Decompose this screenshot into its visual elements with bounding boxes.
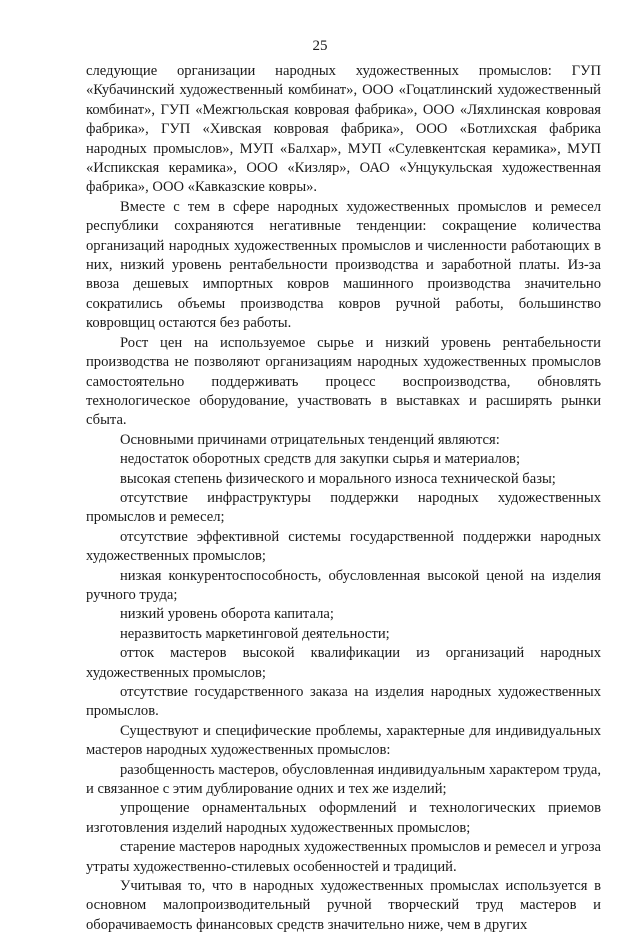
paragraph-negative-trends: Вместе с тем в сфере народных художественных промыслов и ремесел республики сохраняются негативные тенденции: сокращение количества организаций народных художественных промыслов и численности работающих в них, низкий уровень рентабельности производства и заработной платы. Из-за ввоза дешевых импортных ковров машинного производства значительно сократились объемы производства ковров ручной работы, большинство ковровщиц остаются без работы. — [86, 198, 601, 332]
list-item-problem: разобщенность мастеров, обусловленная индивидуальным характером труда, и связанное с этим дублирование одних и тех же изделий; — [86, 761, 601, 798]
paragraph-considering: Учитывая то, что в народных художественных промыслах используется в основном малопроизводительный ручной творческий труд мастеров и оборачиваемость финансовых средств значительно ниже, чем в других — [86, 878, 601, 933]
list-item-cause: отсутствие эффективной системы государственной поддержки народных художественных промыслов; — [86, 528, 601, 565]
list-item-problem: старение мастеров народных художественных промыслов и ремесел и угроза утраты художественно-стилевых особенностей и традиций. — [86, 839, 601, 875]
list-item-cause: низкий уровень оборота капитала; — [120, 606, 334, 623]
page-number: 25 — [312, 38, 328, 54]
paragraph-price-growth: Рост цен на используемое сырье и низкий уровень рентабельности производства не позволяют организациям народных художественных промыслов самостоятельно поддерживать процесс воспроизводства, обновлять технологическое оборудование, участвовать в выставках и расширять рынки сбыта. — [86, 334, 601, 429]
list-item-cause: низкая конкурентоспособность, обусловленная высокой ценой на изделия ручного труда; — [86, 567, 601, 603]
list-item-cause: отсутствие инфраструктуры поддержки народных художественных промыслов и ремесел; — [86, 489, 601, 526]
list-item-cause: высокая степень физического и морального износа технической базы; — [120, 470, 556, 487]
list-item-cause: отсутствие государственного заказа на изделия народных художественных промыслов. — [86, 684, 601, 720]
document-body — [86, 62, 601, 935]
paragraph-specific-problems-intro: Существуют и специфические проблемы, характерные для индивидуальных мастеров народных художественных промыслов: — [86, 722, 601, 759]
list-item-cause: неразвитость маркетинговой деятельности; — [120, 625, 390, 642]
list-item-problem: упрощение орнаментальных оформлений и технологических приемов изготовления изделий народных художественных промыслов; — [86, 800, 601, 836]
list-item-cause: отток мастеров высокой квалификации из организаций народных художественных промыслов; — [86, 645, 601, 681]
paragraph-organizations-list: следующие организации народных художественных промыслов: ГУП «Кубачинский художественный комбинат», ООО «Гоцатлинский художественный комбинат», ГУП «Межгюльская ковровая фабрика», ООО «Ляхлинская ковровая фабрика», ГУП «Хивская ковровая фабрика», ООО «Ботлихская фабрика народных промыслов», МУП «Балхар», МУП «Сулевкентская керамика», МУП «Испикская керамика», ООО «Кизляр», ОАО «Унцукульская художественная фабрика», ООО «Кавказские ковры». — [86, 63, 601, 196]
paragraph-causes-intro: Основными причинами отрицательных тенденций являются: — [120, 431, 500, 448]
list-item-cause: недостаток оборотных средств для закупки сырья и материалов; — [120, 451, 521, 468]
